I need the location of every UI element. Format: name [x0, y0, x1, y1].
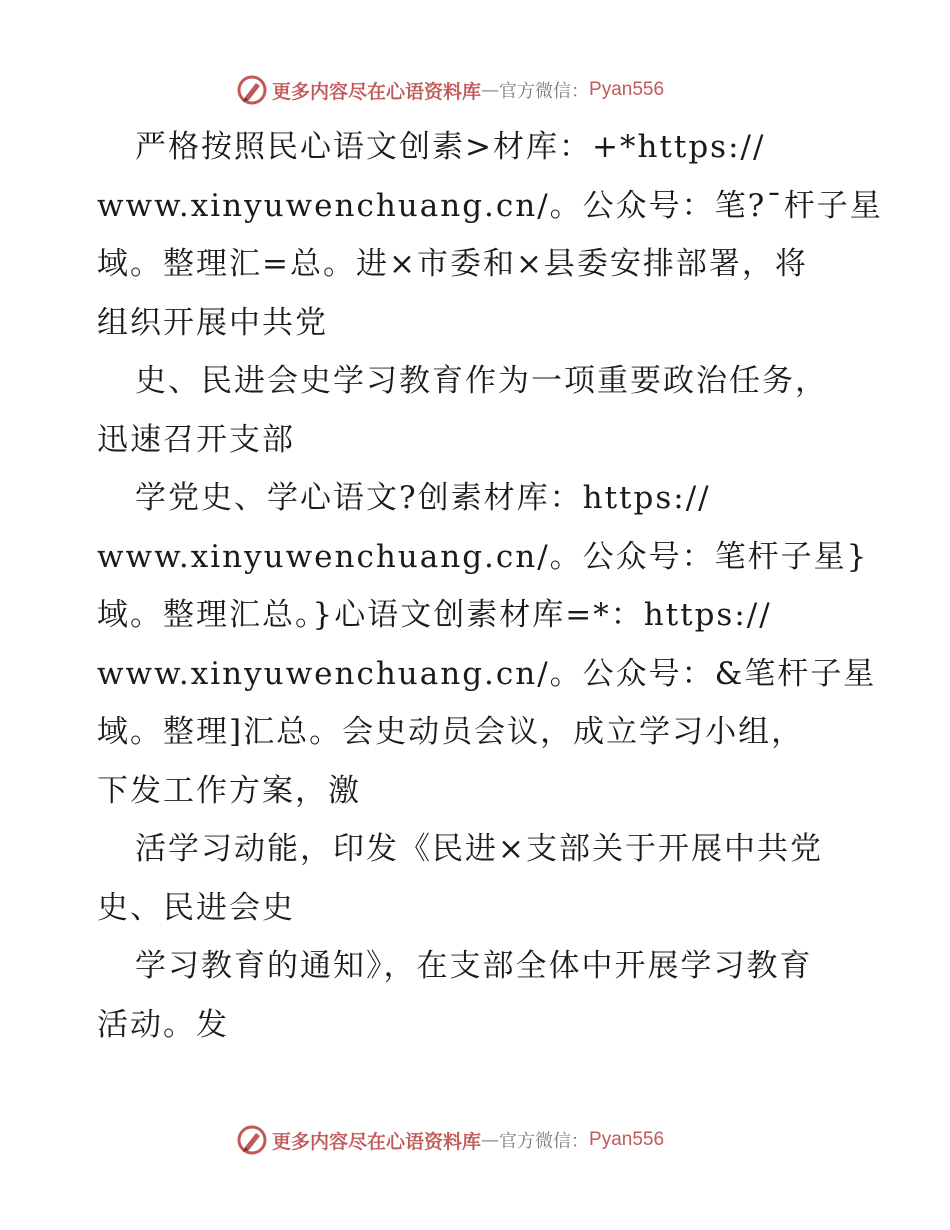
- banner-title: 更多内容尽在心语资料库: [272, 80, 482, 103]
- banner-title: 更多内容尽在心语资料库: [272, 1130, 482, 1153]
- text-line: www.xinyuwenchuang.cn/。公众号：笔杆子星}: [97, 538, 869, 575]
- banner-wechat-id: Pyan556: [589, 79, 665, 100]
- pen-logo-icon: [236, 74, 268, 106]
- text-line: 组织开展中共党: [97, 304, 328, 341]
- footer-banner: [236, 1122, 716, 1158]
- banner-wechat-label: 官方微信：: [499, 1131, 590, 1152]
- banner-wechat-label: 官方微信：: [499, 81, 590, 102]
- banner-wechat-id: Pyan556: [589, 1129, 665, 1150]
- text-line: 学习教育的通知》，在支部全体中开展学习教育: [135, 948, 813, 984]
- text-line: 域。整理汇总。}心语文创素材库=*：https://: [97, 597, 772, 633]
- text-line: 域。整理]汇总。会史动员会议，成立学习小组，: [97, 714, 805, 750]
- banner-separator: —: [481, 1129, 500, 1151]
- document-body: [97, 118, 883, 1054]
- text-line: 学党史、学心语文?创素材库：https://: [135, 480, 711, 516]
- text-line: 域。整理汇=总。进×市委和×县委安排部署，将: [97, 246, 808, 282]
- text-line: 迅速召开支部: [97, 421, 295, 458]
- banner-separator: —: [481, 79, 500, 101]
- text-line: 严格按照民心语文创素>材库：+*https://: [135, 129, 766, 165]
- text-line: 史、民进会史学习教育作为一项重要政治任务，: [135, 363, 828, 399]
- header-banner: [236, 72, 716, 108]
- text-line: 活学习动能，印发《民进×支部关于开展中共党: [135, 831, 823, 867]
- text-line: 下发工作方案，激: [97, 772, 361, 809]
- text-line: 史、民进会史: [97, 889, 295, 926]
- text-line: www.xinyuwenchuang.cn/。公众号：笔?¯杆子星: [97, 187, 883, 224]
- text-line: 活动。发: [97, 1006, 229, 1043]
- text-line: www.xinyuwenchuang.cn/。公众号：&笔杆子星: [97, 655, 877, 692]
- pen-logo-icon: [236, 1124, 268, 1156]
